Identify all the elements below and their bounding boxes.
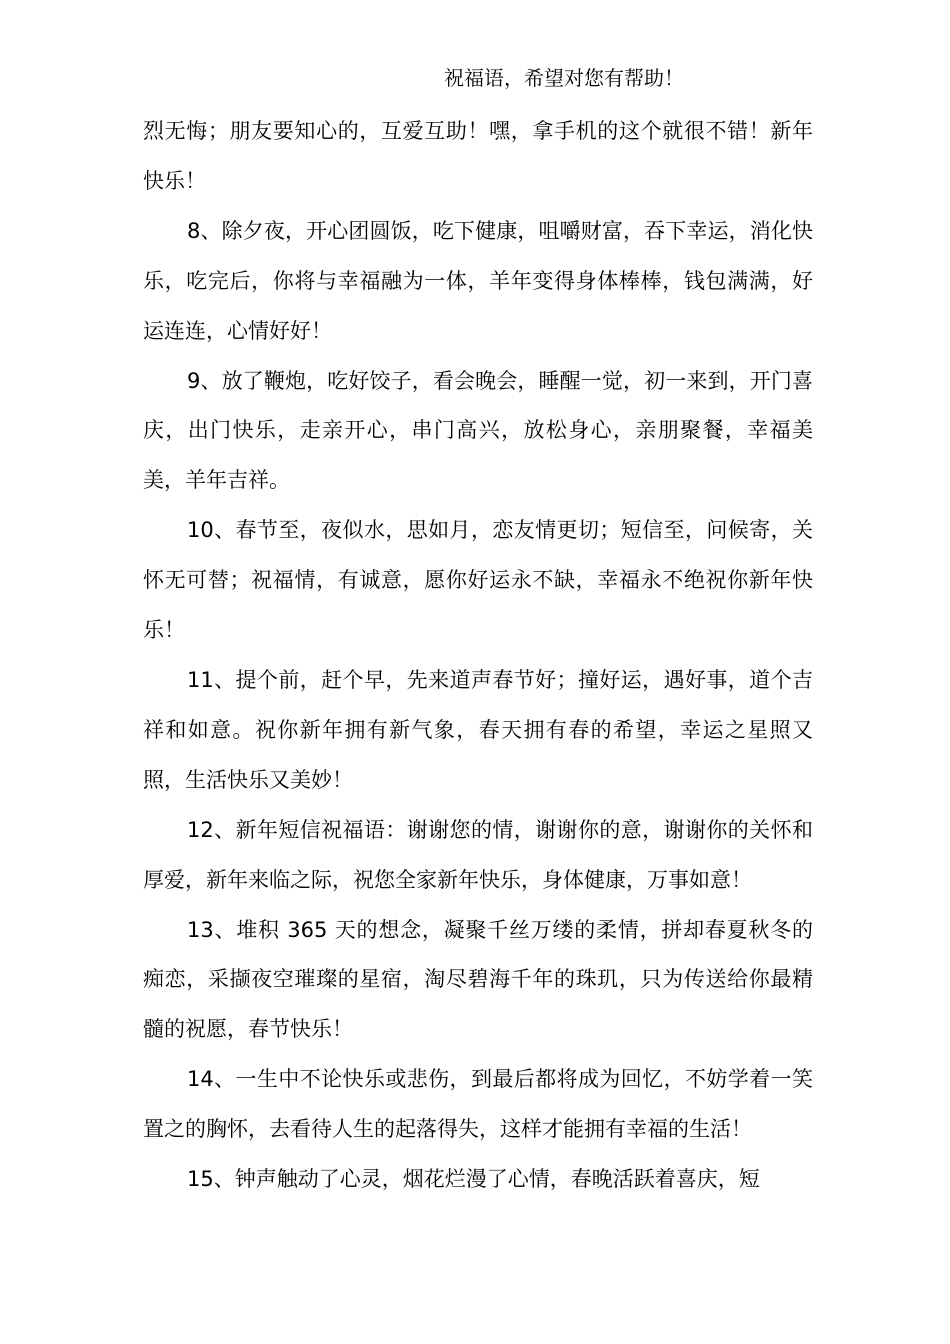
paragraph-continuation: 烈无悔；朋友要知心的，互爱互助！嘿，拿手机的这个就很不错！新年快乐！ (143, 119, 813, 193)
paragraph-item-9: 9、放了鞭炮，吃好饺子，看会晚会，睡醒一觉，初一来到，开门喜庆，出门快乐，走亲开心，串门高兴，放松身心，亲朋聚餐，幸福美美，羊年吉祥。 (143, 368, 813, 493)
paragraph-item-13: 13、堆积 365 天的想念，凝聚千丝万缕的柔情，拼却春夏秋冬的痴恋，采撷夜空璀璨的星宿，淘尽碧海千年的珠玑，只为传送给你最精髓的祝愿，春节快乐！ (143, 917, 813, 1042)
paragraph-item-12: 12、新年短信祝福语：谢谢您的情，谢谢你的意，谢谢你的关怀和厚爱，新年来临之际，祝您全家新年快乐，身体健康，万事如意！ (143, 817, 813, 892)
paragraph-item-8: 8、除夕夜，开心团圆饭，吃下健康，咀嚼财富，吞下幸运，消化快乐，吃完后，你将与幸福融为一体，羊年变得身体棒棒，钱包满满，好运连连，心情好好！ (143, 218, 813, 343)
paragraph-item-15: 15、钟声触动了心灵，烟花烂漫了心情，春晚活跃着喜庆，短 (187, 1167, 760, 1192)
page-header: 祝福语，希望对您有帮助！ (444, 66, 684, 90)
paragraph-item-14: 14、一生中不论快乐或悲伤，到最后都将成为回忆，不妨学着一笑置之的胸怀，去看待人生的起落得失，这样才能拥有幸福的生活！ (143, 1067, 813, 1142)
paragraph-item-11: 11、提个前，赶个早，先来道声春节好；撞好运，遇好事，道个吉祥和如意。祝你新年拥有新气象，春天拥有春的希望，幸运之星照又照，生活快乐又美妙！ (143, 667, 813, 792)
paragraph-item-10: 10、春节至，夜似水，思如月，恋友情更切；短信至，问候寄，关怀无可替；祝福情，有诚意，愿你好运永不缺，幸福永不绝祝你新年快乐！ (143, 518, 813, 643)
document-body (143, 107, 813, 1205)
